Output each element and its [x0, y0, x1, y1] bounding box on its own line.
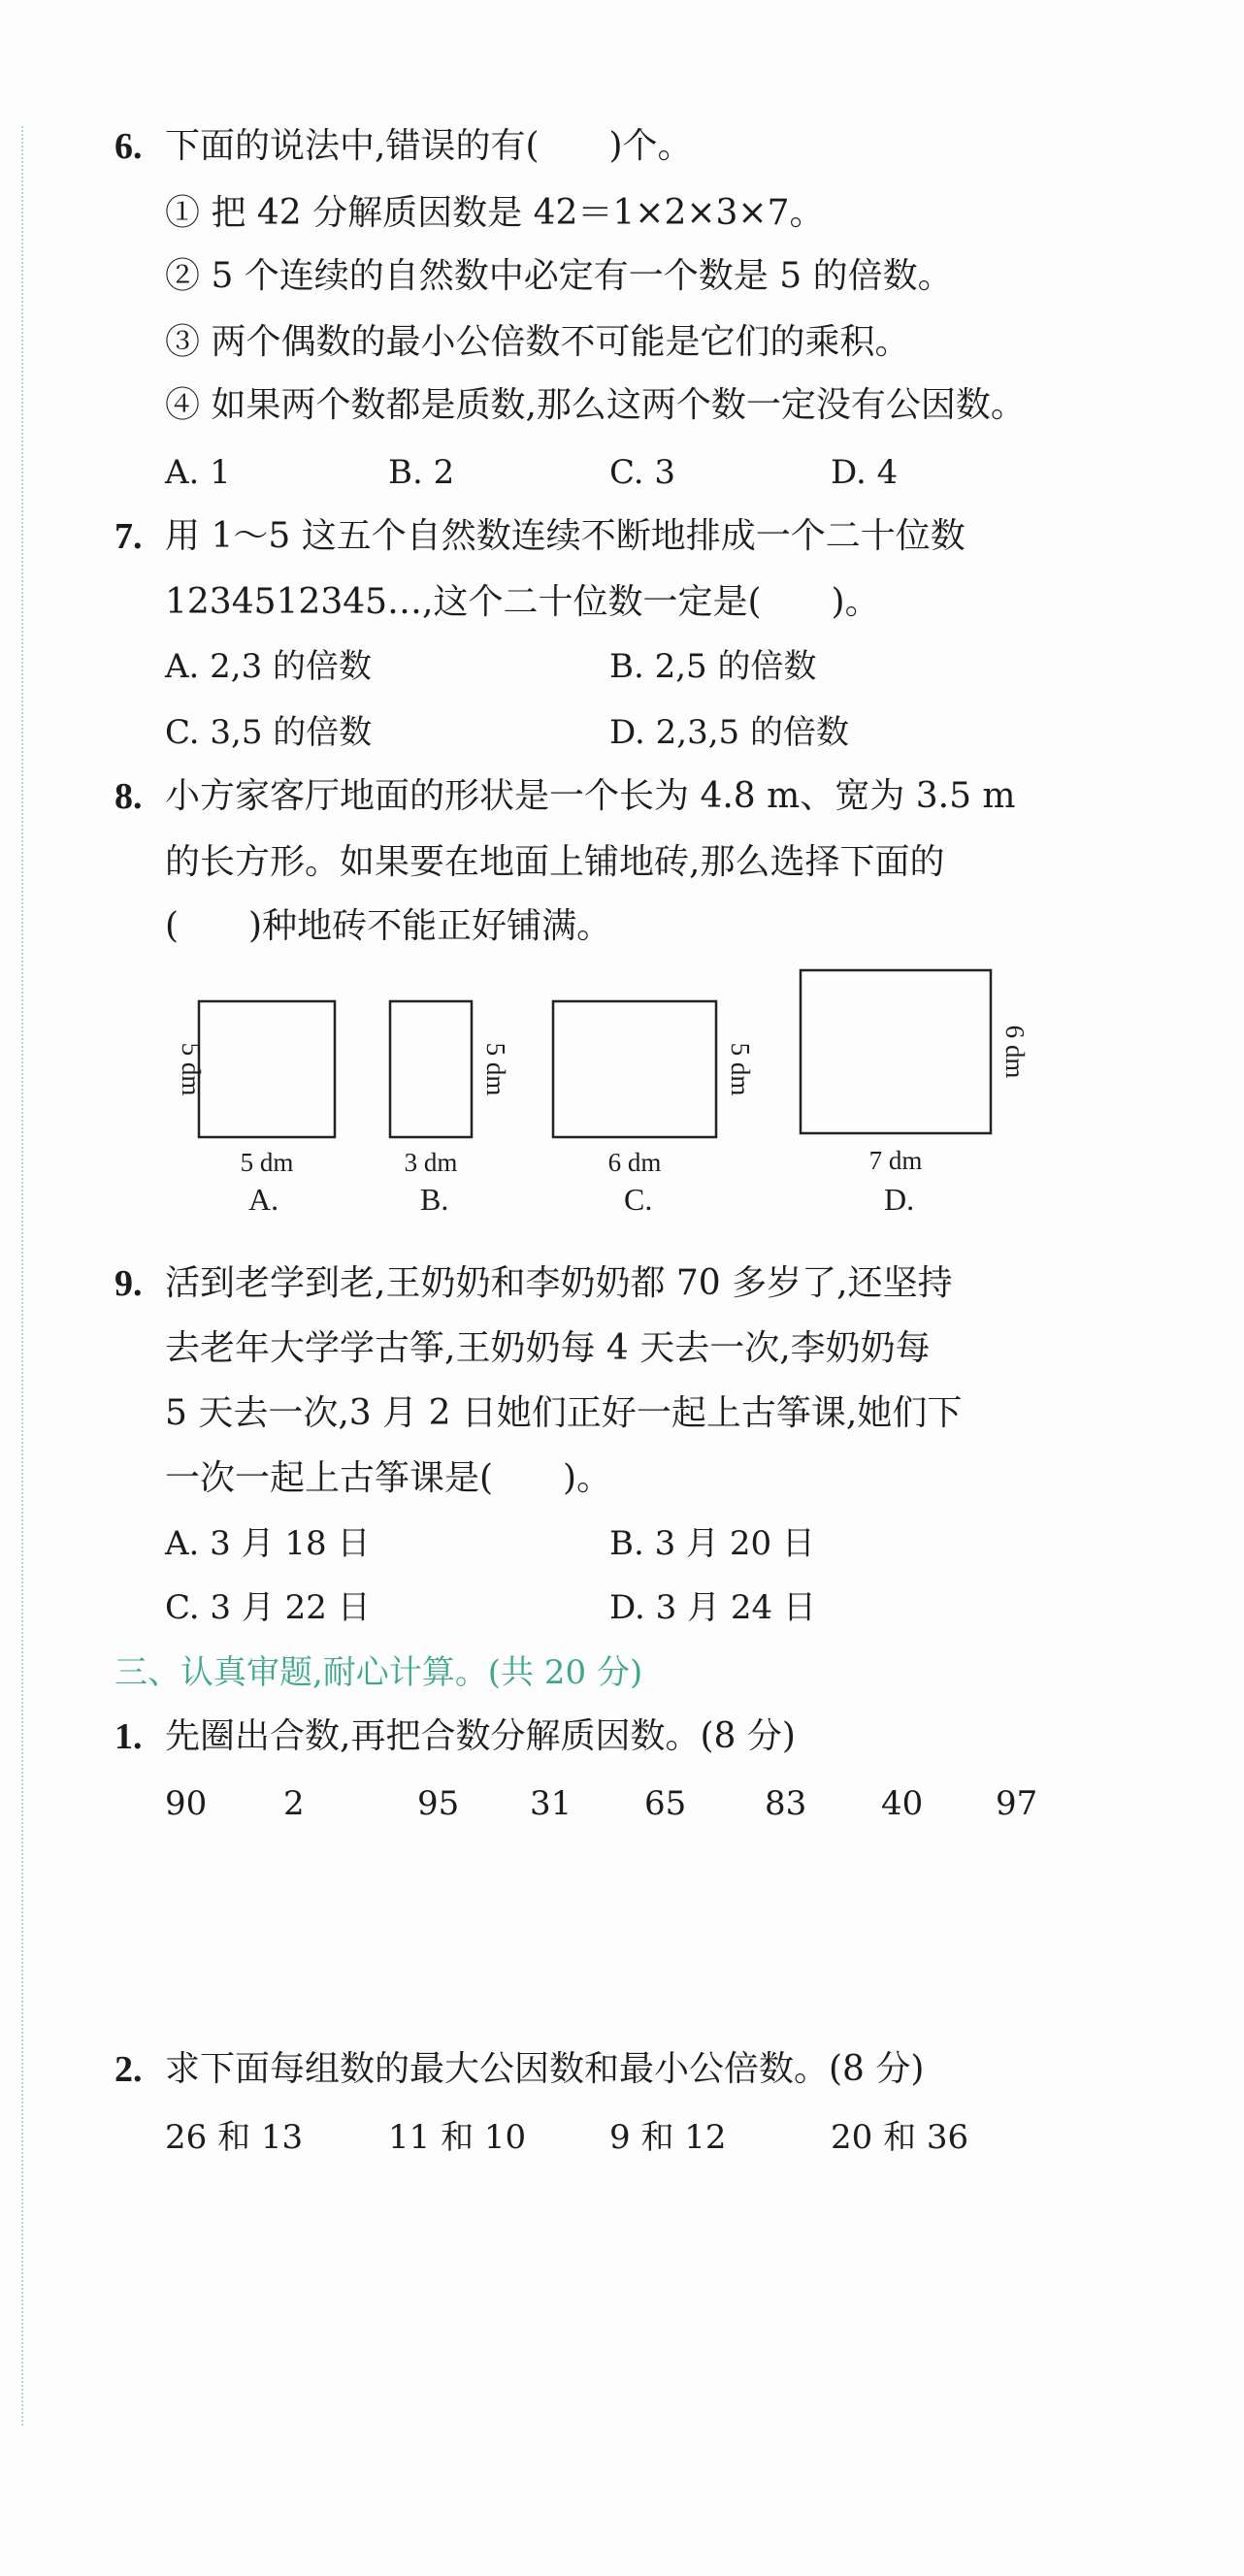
q7-option-b: B. 2,5 的倍数 — [609, 647, 817, 686]
q6-statement-4: ④ 如果两个数都是质数,那么这两个数一定没有公因数。 — [165, 385, 1026, 425]
tile-a — [177, 1001, 335, 1217]
q9-option-d: D. 3 月 24 日 — [609, 1588, 816, 1627]
tile-d-height-label: 6 dm — [1000, 1025, 1030, 1079]
s2-pair-2: 11 和 10 — [388, 2118, 527, 2157]
q6-statement-1: ① 把 42 分解质因数是 42＝1×2×3×7。 — [165, 193, 825, 233]
q9-number: 9. — [115, 1263, 143, 1304]
tile-a-rect — [199, 1001, 335, 1137]
tile-a-height-label: 5 dm — [177, 1042, 206, 1096]
q8-stem-line3: ( )种地砖不能正好铺满。 — [165, 906, 612, 946]
q7-option-d: D. 2,3,5 的倍数 — [609, 713, 849, 752]
tile-b-caption: B. — [420, 1182, 449, 1217]
tile-a-width-label: 5 dm — [240, 1148, 294, 1177]
q9-option-c: C. 3 月 22 日 — [165, 1588, 371, 1627]
q6-statement-2: ② 5 个连续的自然数中必定有一个数是 5 的倍数。 — [165, 256, 953, 296]
s1-number-95: 95 — [417, 1784, 460, 1823]
q8-stem-line1: 小方家客厅地面的形状是一个长为 4.8 m、宽为 3.5 m — [165, 776, 1016, 816]
q6-stem: 下面的说法中,错误的有( )个。 — [165, 126, 693, 166]
s1-number-90: 90 — [165, 1784, 208, 1823]
q9-stem-line3: 5 天去一次,3 月 2 日她们正好一起上古筝课,她们下 — [165, 1393, 963, 1433]
s1-number-97: 97 — [996, 1784, 1038, 1823]
q7-number: 7. — [115, 516, 143, 557]
tile-a-caption: A. — [248, 1182, 279, 1217]
tile-c-caption: C. — [624, 1182, 653, 1217]
tile-d-width-label: 7 dm — [868, 1146, 923, 1175]
q7-option-c: C. 3,5 的倍数 — [165, 713, 373, 752]
binding-margin-line — [21, 126, 23, 2426]
s1-stem: 先圈出合数,再把合数分解质因数。(8 分) — [165, 1716, 796, 1756]
q8-number: 8. — [115, 776, 143, 817]
tile-c-rect — [553, 1001, 716, 1137]
q6-option-c: C. 3 — [609, 453, 676, 492]
q6-option-b: B. 2 — [388, 453, 455, 492]
tile-c — [553, 1001, 755, 1217]
q9-option-a: A. 3 月 18 日 — [165, 1524, 371, 1563]
s2-pair-4: 20 和 36 — [831, 2118, 969, 2157]
q9-option-b: B. 3 月 20 日 — [609, 1524, 815, 1563]
tile-d-rect — [801, 970, 991, 1133]
q7-stem-line2: 1234512345…,这个二十位数一定是( )。 — [165, 582, 880, 622]
s1-number-31: 31 — [530, 1784, 573, 1823]
q9-stem-line2: 去老年大学学古筝,王奶奶每 4 天去一次,李奶奶每 — [165, 1328, 931, 1368]
section-3-title: 三、认真审题,耐心计算。(共 20 分) — [115, 1653, 643, 1692]
tile-c-height-label: 5 dm — [726, 1042, 755, 1096]
s1-number: 1. — [115, 1716, 143, 1757]
q6-option-d: D. 4 — [831, 453, 899, 492]
q6-number: 6. — [115, 126, 143, 167]
s1-number-83: 83 — [765, 1784, 807, 1823]
tile-b-rect — [390, 1001, 472, 1137]
s1-number-2: 2 — [283, 1784, 305, 1823]
tile-b-width-label: 3 dm — [404, 1148, 458, 1177]
s2-number: 2. — [115, 2049, 143, 2090]
q6-option-a: A. 1 — [165, 453, 231, 492]
s2-stem: 求下面每组数的最大公因数和最小公倍数。(8 分) — [165, 2049, 925, 2089]
q8-stem-line2: 的长方形。如果要在地面上铺地砖,那么选择下面的 — [165, 842, 945, 882]
s2-pair-1: 26 和 13 — [165, 2118, 304, 2157]
tile-b-height-label: 5 dm — [481, 1042, 510, 1096]
tile-b — [390, 1001, 510, 1217]
q6-statement-3: ③ 两个偶数的最小公倍数不可能是它们的乘积。 — [165, 322, 910, 362]
q7-option-a: A. 2,3 的倍数 — [165, 647, 373, 686]
s1-number-40: 40 — [881, 1784, 924, 1823]
tile-d-caption: D. — [884, 1182, 915, 1217]
s2-pair-3: 9 和 12 — [609, 2118, 727, 2157]
s1-number-65: 65 — [644, 1784, 687, 1823]
q8-tile-figures — [155, 965, 1077, 1247]
tile-c-width-label: 6 dm — [607, 1148, 662, 1177]
q7-stem-line1: 用 1～5 这五个自然数连续不断地排成一个二十位数 — [165, 516, 966, 556]
q9-stem-line4: 一次一起上古筝课是( )。 — [165, 1458, 612, 1498]
tile-d — [801, 970, 1030, 1217]
q9-stem-line1: 活到老学到老,王奶奶和李奶奶都 70 多岁了,还坚持 — [165, 1263, 953, 1303]
